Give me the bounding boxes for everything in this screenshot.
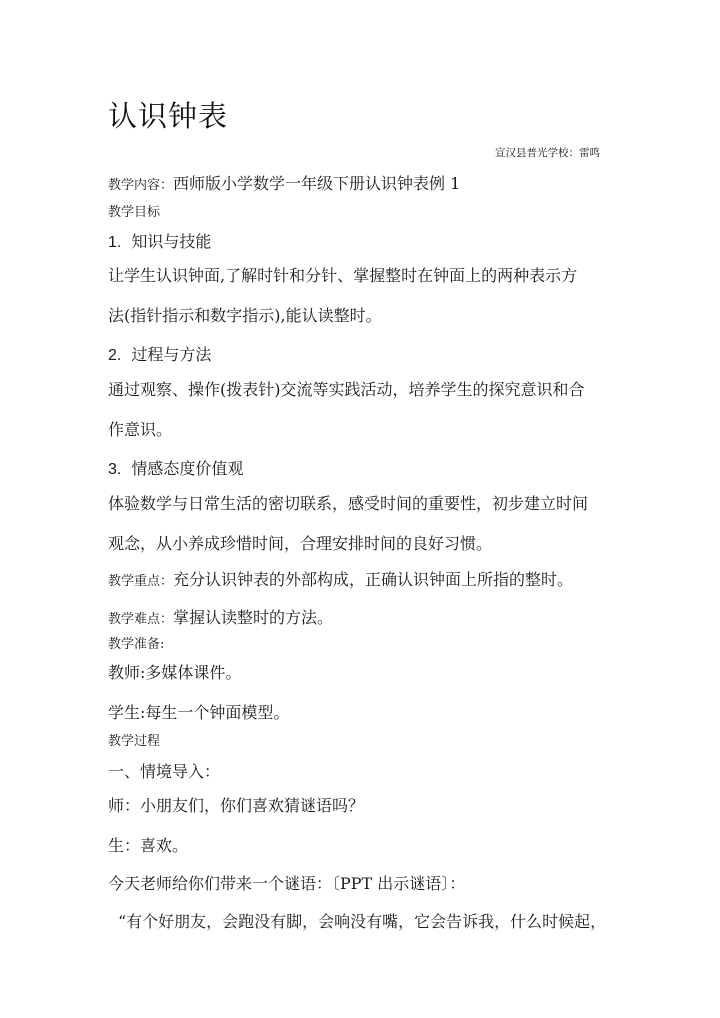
key-point-text: 充分认识钟表的外部构成，正确认识钟面上所指的整时。 <box>173 570 574 589</box>
author-line: 宣汉县普光学校：雷鸣 <box>495 147 600 159</box>
key-point <box>108 572 573 588</box>
goal2-text-line2: 作意识。 <box>108 420 173 439</box>
prep-heading: 教学准备: <box>108 637 165 652</box>
key-point-label: 教学重点： <box>108 574 174 589</box>
dialog-riddle-intro: 今天老师给你们带来一个谜语：〔PPT 出示谜语〕： <box>108 874 466 893</box>
goal3-text-line1: 体验数学与日常生活的密切联系，感受时间的重要性，初步建立时间 <box>108 494 589 513</box>
goal2-text-line1: 通过观察、操作(拨表针)交流等实践活动，培养学生的探究意识和合 <box>108 380 585 399</box>
goal3-heading <box>108 461 243 478</box>
goal3-text-line2: 观念，从小养成珍惜时间，合理安排时间的良好习惯。 <box>108 534 493 553</box>
goal3-title: 情感态度价值观 <box>131 459 244 478</box>
goal1-title: 知识与技能 <box>131 232 212 251</box>
goal1-number: 1. <box>108 234 122 251</box>
dialog-teacher: 师：小朋友们，你们喜欢猜谜语吗？ <box>108 796 365 815</box>
difficulty-point <box>108 610 333 626</box>
goal1-heading <box>108 234 211 251</box>
dialog-student: 生：喜欢。 <box>108 836 189 855</box>
teaching-content <box>108 176 460 192</box>
document-title: 认识钟表 <box>108 99 229 133</box>
goal2-number: 2. <box>108 347 122 364</box>
prep-student: 学生:每生一个钟面模型。 <box>108 703 290 722</box>
riddle-text: “有个好朋友，会跑没有脚，会响没有嘴，它会告诉我，什么时候起， <box>118 912 607 931</box>
goal1-text-line2: 法(指针指示和数字指示),能认读整时。 <box>108 306 382 325</box>
difficulty-text: 掌握认读整时的方法。 <box>173 608 334 627</box>
teaching-content-text: 西师版小学数学一年级下册认识钟表例 1 <box>173 174 461 193</box>
goal2-heading <box>108 347 211 364</box>
difficulty-label: 教学难点： <box>108 612 174 627</box>
teaching-content-label: 教学内容： <box>108 178 174 193</box>
prep-teacher: 教师:多媒体课件。 <box>108 663 242 682</box>
section1-heading: 一、情境导入： <box>108 762 221 781</box>
process-heading: 教学过程 <box>108 734 161 749</box>
goal1-text-line1: 让学生认识钟面,了解时针和分针、掌握整时在钟面上的两种表示方 <box>108 266 578 285</box>
goal2-title: 过程与方法 <box>131 345 212 364</box>
goals-heading: 教学目标 <box>108 205 161 220</box>
goal3-number: 3. <box>108 461 122 478</box>
